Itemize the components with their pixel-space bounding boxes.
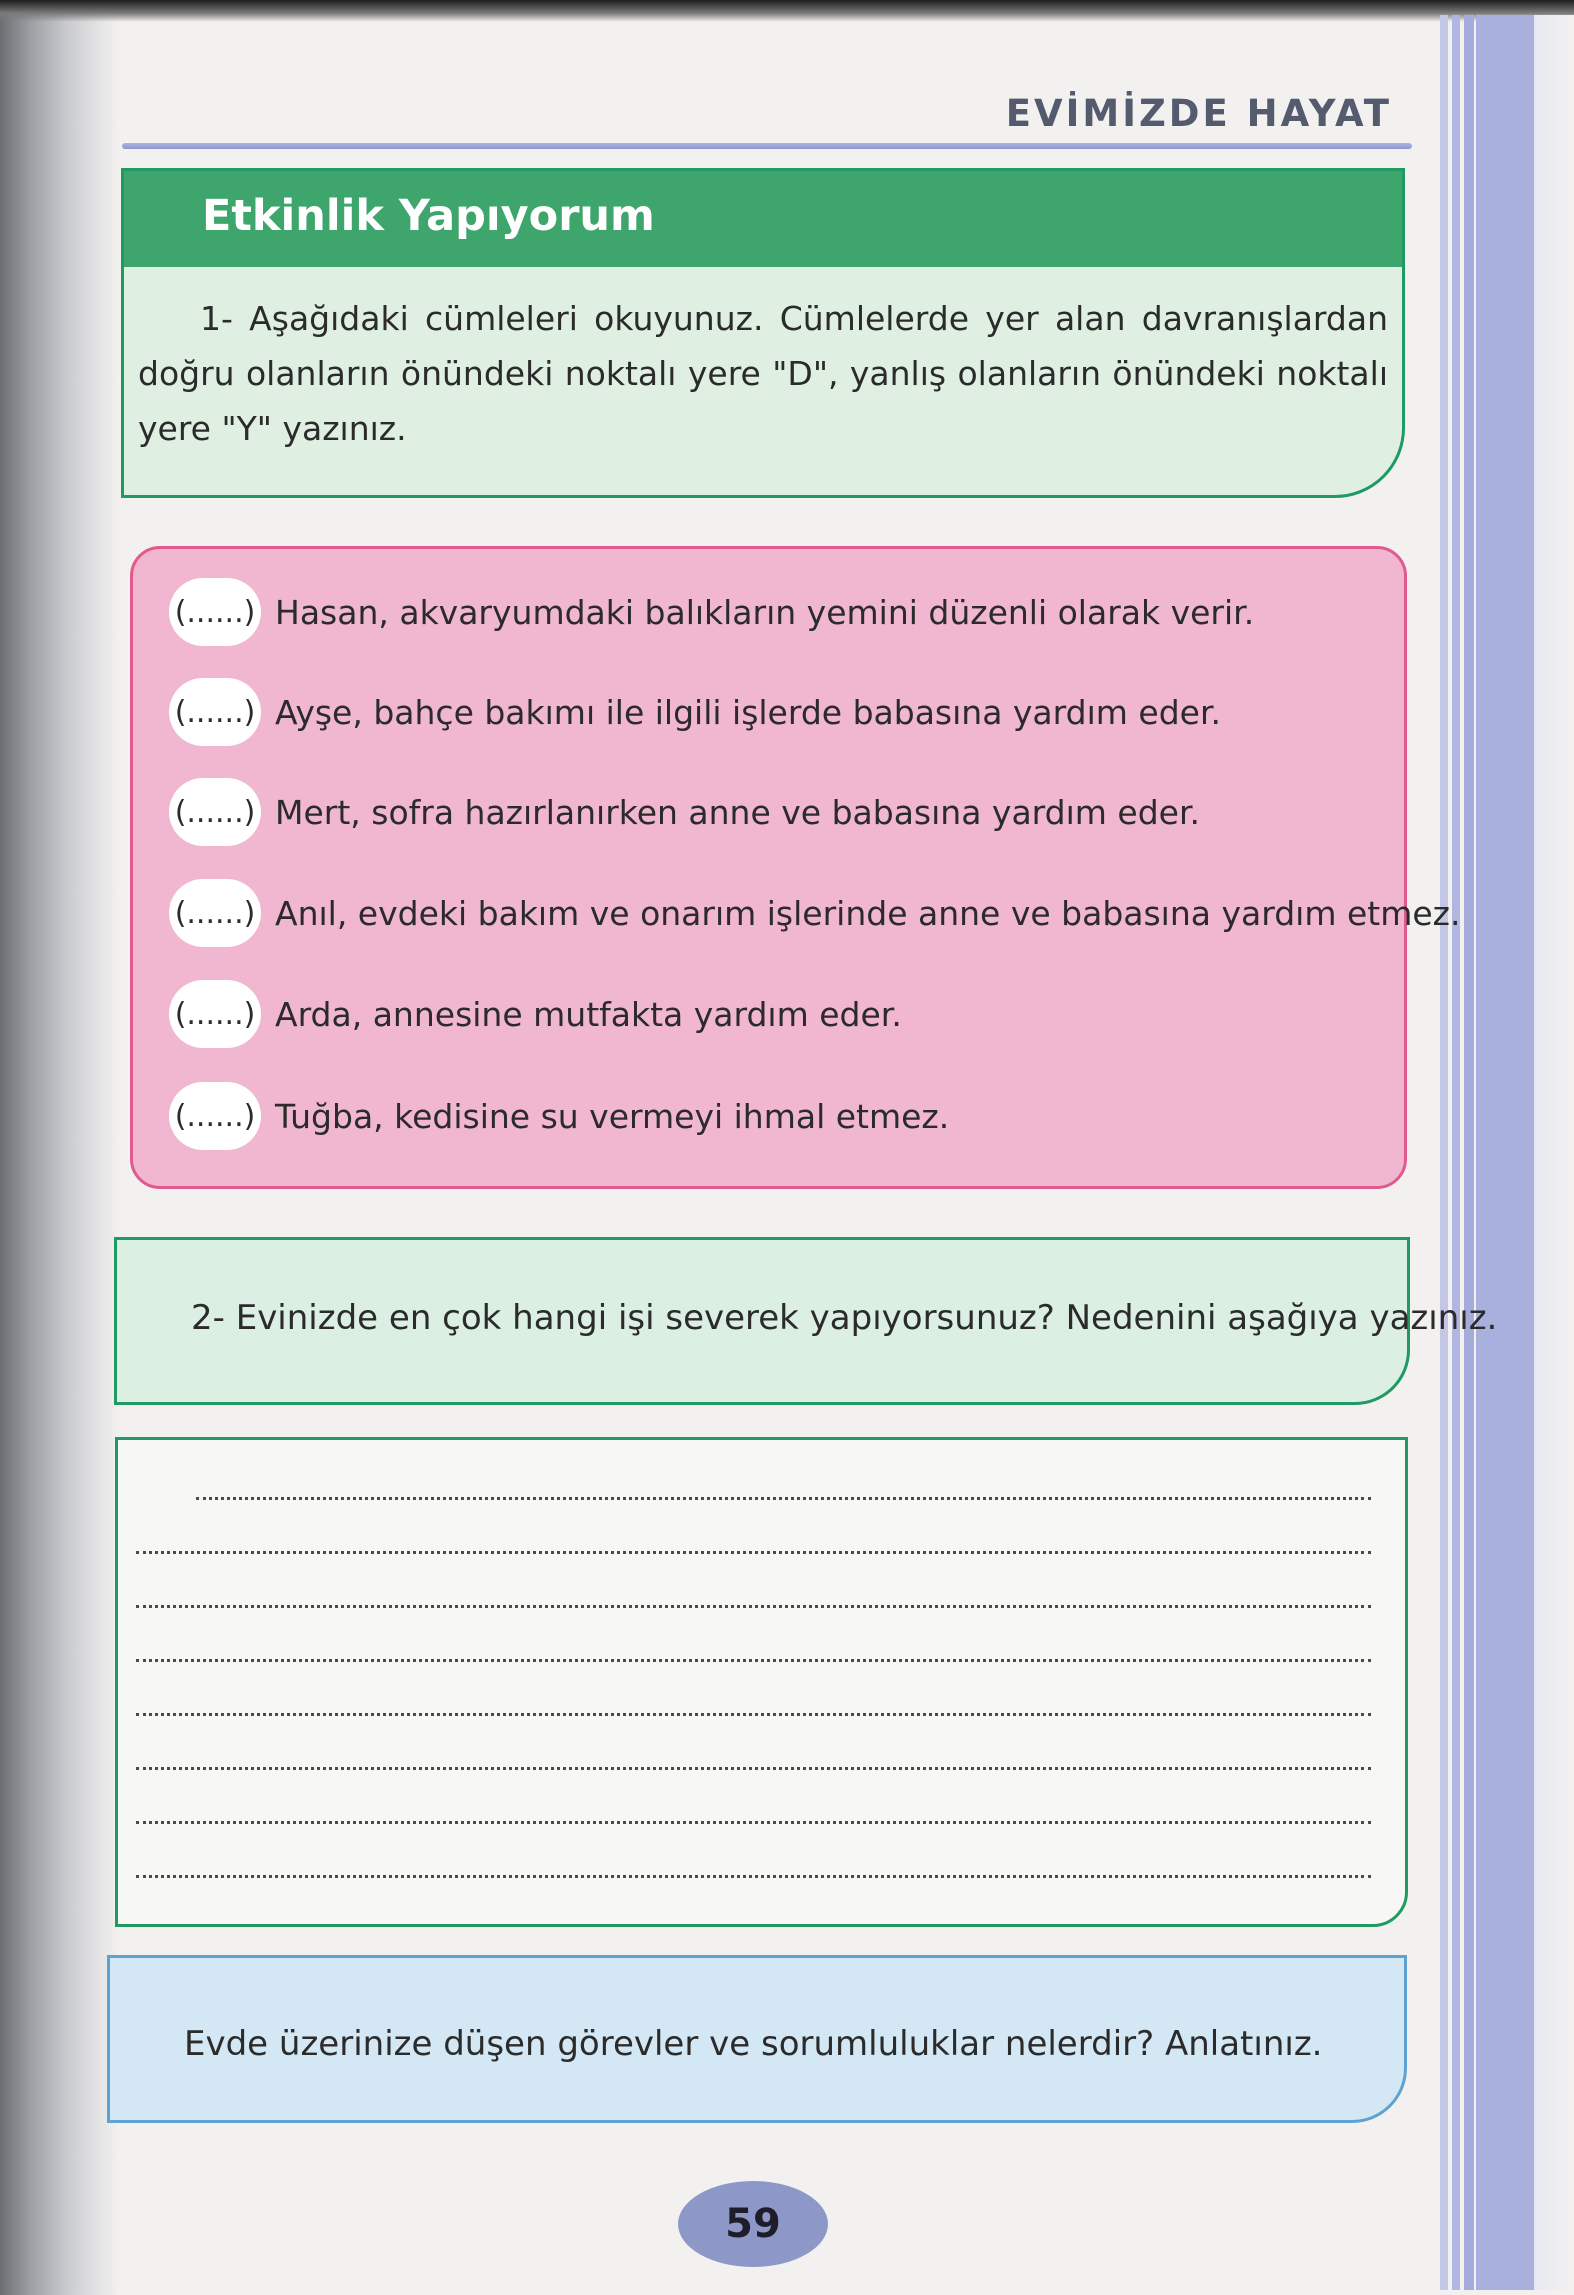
header-rule	[122, 143, 1412, 149]
unit-title: EVİMİZDE HAYAT	[1005, 92, 1392, 135]
statement-text: Hasan, akvaryumdaki balıkların yemini düzenli olarak verir.	[275, 592, 1255, 632]
statement-text: Tuğba, kedisine su vermeyi ihmal etmez.	[275, 1096, 950, 1136]
activity-instruction: 1- Aşağıdaki cümleleri okuyunuz. Cümlelerde yer alan davranışlardan doğru olanların önündeki noktalı yere "D", yanlış olanların önündeki noktalı yere "Y" yazınız.	[138, 299, 1388, 448]
statement-item	[169, 677, 1221, 747]
question-2-text: 2- Evinizde en çok hangi işi severek yapıyorsunuz? Nedenini aşağıya yazınız.	[191, 1298, 1498, 1338]
activity-title: Etkinlik Yapıyorum	[202, 191, 655, 241]
statement-text: Ayşe, bahçe bakımı ile ilgili işlerde babasına yardım eder.	[275, 692, 1221, 732]
statement-item	[169, 1081, 949, 1151]
answer-blank[interactable]: (......)	[169, 778, 261, 846]
answer-line[interactable]	[136, 1659, 1371, 1662]
answer-line[interactable]	[136, 1605, 1371, 1608]
answer-blank[interactable]: (......)	[169, 678, 261, 746]
statement-text: Arda, annesine mutfakta yardım eder.	[275, 994, 902, 1034]
answer-line[interactable]	[136, 1551, 1371, 1554]
answer-line[interactable]	[136, 1767, 1371, 1770]
statement-item	[169, 777, 1200, 847]
responsibilities-text: Evde üzerinize düşen görevler ve sorumluluklar nelerdir? Anlatınız.	[184, 2024, 1323, 2064]
answer-blank[interactable]: (......)	[169, 980, 261, 1048]
statement-item	[169, 979, 902, 1049]
statement-text: Mert, sofra hazırlanırken anne ve babasına yardım eder.	[275, 792, 1200, 832]
answer-line[interactable]	[136, 1875, 1371, 1878]
answer-line[interactable]	[196, 1497, 1371, 1500]
answer-line[interactable]	[136, 1821, 1371, 1824]
answer-line[interactable]	[136, 1713, 1371, 1716]
page-number: 59	[678, 2181, 828, 2267]
answer-blank[interactable]: (......)	[169, 1082, 261, 1150]
statement-text: Anıl, evdeki bakım ve onarım işlerinde anne ve babasına yardım etmez.	[275, 893, 1461, 933]
statements-box	[130, 546, 1461, 1189]
question-2-box	[114, 1237, 1498, 1405]
margin-stripes	[1440, 15, 1574, 2290]
responsibilities-box	[107, 1955, 1407, 2123]
activity-box	[121, 168, 1405, 498]
book-spine-shadow	[0, 0, 120, 2295]
activity-header	[124, 171, 1402, 267]
answer-blank[interactable]: (......)	[169, 879, 261, 947]
statement-item	[169, 577, 1254, 647]
answer-blank[interactable]: (......)	[169, 578, 261, 646]
top-edge-shadow	[0, 0, 1574, 22]
statement-item	[169, 878, 1460, 948]
answer-area[interactable]	[115, 1437, 1408, 1927]
